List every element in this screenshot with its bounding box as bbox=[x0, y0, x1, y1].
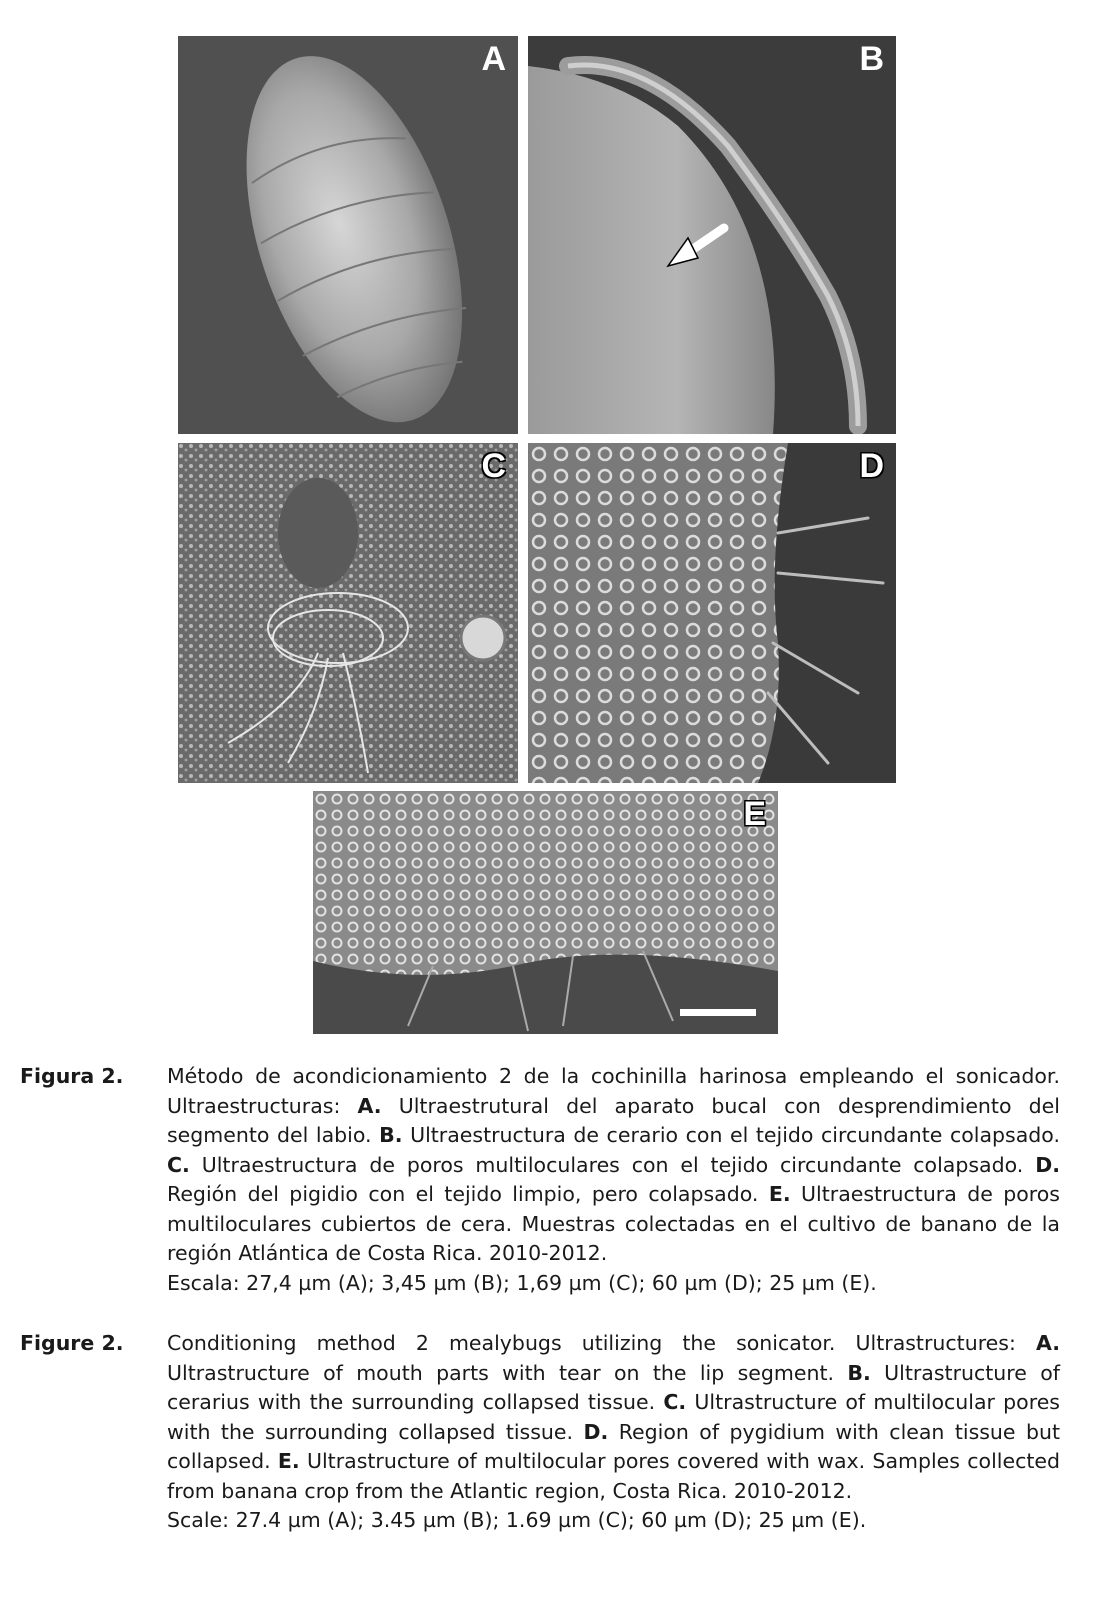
panel-a-image bbox=[178, 36, 518, 434]
caption-scale: Scale: 27.4 µm (A); 3.45 µm (B); 1.69 µm (C); 60 µm (D); 25 µm (E). bbox=[167, 1508, 867, 1532]
panel-c-image bbox=[178, 443, 518, 783]
caption-key-e: E. bbox=[277, 1449, 300, 1473]
panel-d-image bbox=[528, 443, 896, 783]
panel-e-label: E bbox=[743, 795, 766, 833]
caption-text-a: Ultrastructure of mouth parts with tear on the lip segment. bbox=[167, 1360, 848, 1385]
panel-d-label: D bbox=[859, 447, 884, 485]
caption-intro: Conditioning method 2 mealybugs utilizing the sonicator. Ultrastructures: bbox=[167, 1331, 1036, 1355]
scale-bar bbox=[680, 1009, 756, 1016]
caption-text-d: Región del pigidio con el tejido limpio, pero colapsado. bbox=[167, 1182, 769, 1206]
caption-key-e: E. bbox=[768, 1182, 791, 1206]
panel-b-image bbox=[528, 36, 896, 434]
caption-key-c: C. bbox=[663, 1390, 687, 1414]
panel-c-label: C bbox=[481, 447, 506, 485]
caption-key-c: C. bbox=[167, 1152, 190, 1177]
caption-spanish-label: Figura 2. bbox=[20, 1064, 124, 1088]
caption-text-e: Ultraestructura de poros multiloculares cubiertos de cera. Muestras colectadas en el cultivo de banano de la región Atlántica de Costa Rica. 2010-2012. bbox=[167, 1182, 1060, 1265]
panel-b-label: B bbox=[859, 40, 884, 78]
caption-spanish-text bbox=[167, 1062, 1060, 1298]
caption-key-a: A. bbox=[357, 1093, 382, 1118]
caption-text-b: Ultraestructura de cerario con el tejido circundante colapsado. bbox=[402, 1123, 1060, 1147]
panel-a-micrograph bbox=[178, 36, 518, 434]
caption-text-e: Ultrastructure of multilocular pores covered with wax. Samples collected from banana crop from the Atlantic region, Costa Rica. 2010-2012. bbox=[167, 1449, 1061, 1503]
caption-key-d: D. bbox=[1035, 1152, 1060, 1177]
caption-scale: Escala: 27,4 µm (A); 3,45 µm (B); 1,69 µm (C); 60 µm (D); 25 µm (E). bbox=[167, 1270, 877, 1295]
caption-key-b: B. bbox=[379, 1123, 403, 1147]
caption-text-a: Ultraestrutural del aparato bucal con desprendimiento del segmento del labio. bbox=[167, 1093, 1060, 1147]
panel-d-micrograph bbox=[528, 443, 896, 783]
caption-key-d: D. bbox=[583, 1419, 609, 1444]
panel-b-micrograph bbox=[528, 36, 896, 434]
caption-intro: Método de acondicionamiento 2 de la cochinilla harinosa empleando el sonicador. Ultraestructuras: bbox=[167, 1064, 1060, 1118]
panel-e-micrograph bbox=[313, 791, 778, 1034]
caption-key-a: A. bbox=[1035, 1331, 1060, 1355]
panel-e-image bbox=[313, 791, 778, 1034]
caption-text-d: Region of pygidium with clean tissue but collapsed. bbox=[167, 1419, 1060, 1473]
caption-english-text bbox=[167, 1329, 1060, 1536]
caption-text-b: Ultrastructure of cerarius with the surrounding collapsed tissue. bbox=[167, 1360, 1060, 1414]
panel-a-label: A bbox=[481, 40, 506, 78]
panel-c-micrograph bbox=[178, 443, 518, 783]
caption-text-c: Ultrastructure of multilocular pores with the surrounding collapsed tissue. bbox=[167, 1390, 1060, 1444]
caption-key-b: B. bbox=[847, 1360, 871, 1385]
caption-english-label: Figure 2. bbox=[20, 1331, 124, 1355]
caption-text-c: Ultraestructura de poros multiloculares con el tejido circundante colapsado. bbox=[189, 1152, 1036, 1177]
